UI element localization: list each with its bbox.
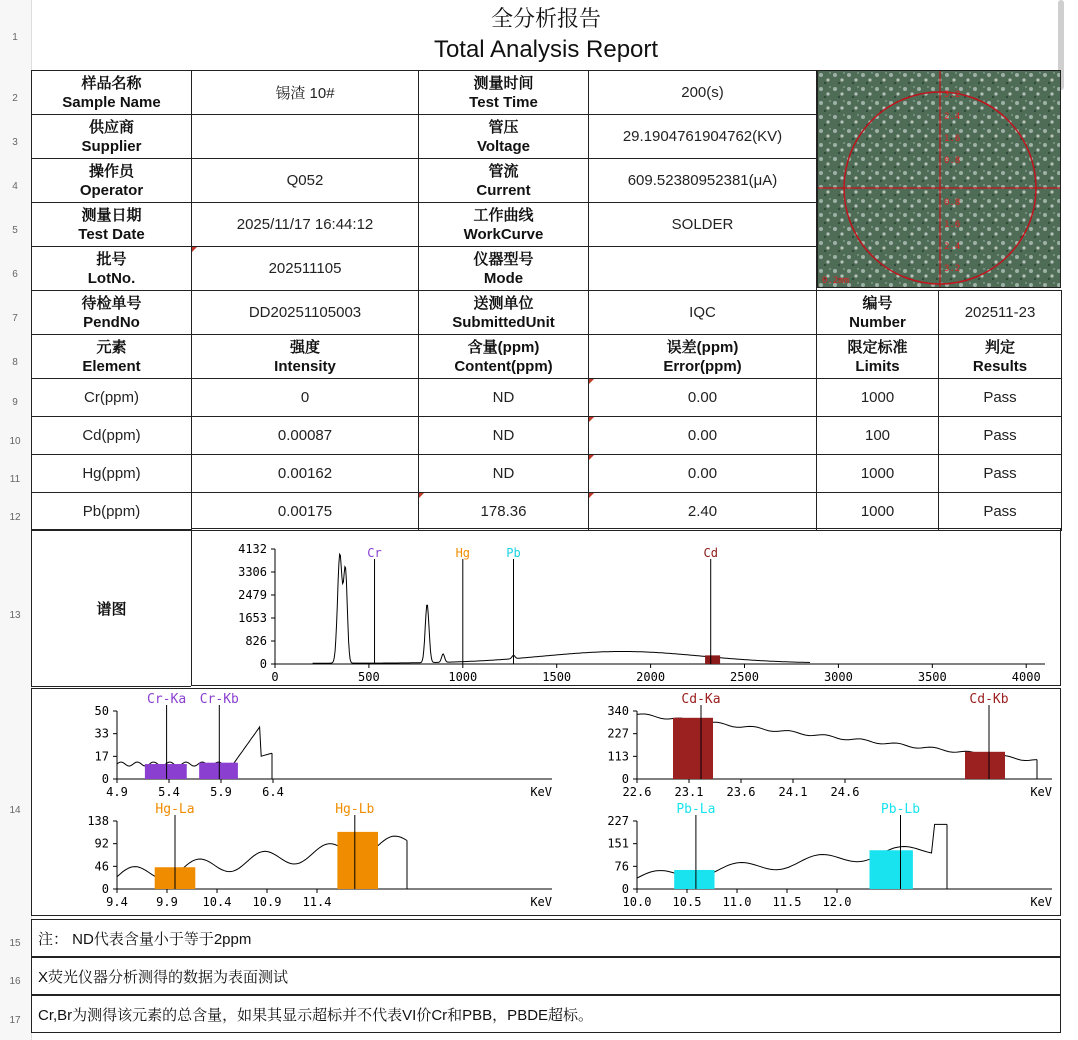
intensity-cell[interactable]: 0.00162 — [192, 455, 419, 493]
mode-header: 仪器型号 Mode — [419, 247, 589, 291]
cd-x-tick-label: 24.1 — [778, 785, 808, 799]
voltage-header: 管压 Voltage — [419, 115, 589, 159]
element-cell[interactable]: Cr(ppm) — [32, 379, 192, 417]
row-number[interactable]: 9 — [12, 397, 18, 408]
hg-x-tick-label: 9.9 — [156, 895, 178, 909]
row-number[interactable]: 11 — [9, 474, 21, 485]
spectrum-label: 谱图 — [31, 529, 191, 687]
content-cell[interactable]: ND — [419, 455, 589, 493]
test-date-header: 测量日期 Test Date — [32, 203, 192, 247]
x-tick-label: 3000 — [823, 670, 853, 684]
cd-peak-region — [673, 718, 713, 779]
number-header: 编号 Number — [817, 291, 939, 335]
pb-peak-label: Pb-Lb — [880, 802, 921, 817]
error-cell[interactable]: 0.00 — [589, 379, 817, 417]
spectrum-line — [313, 554, 810, 663]
row-number[interactable]: 5 — [12, 225, 18, 236]
hg-x-tick-label: 10.9 — [252, 895, 282, 909]
table-row — [32, 455, 1062, 493]
current-header: 管流 Current — [419, 159, 589, 203]
test-date-cell[interactable]: 2025/11/17 16:44:12 — [192, 203, 419, 247]
cr-curve — [117, 727, 272, 766]
hg-y-tick-label: 138 — [87, 814, 109, 828]
hg-peak-label: Hg-Lb — [335, 802, 375, 817]
cd-x-tick-label: 23.1 — [674, 785, 704, 799]
intensity-header: 强度 Intensity — [192, 335, 419, 379]
pb-unit-label: KeV — [1030, 895, 1052, 909]
scale-label: 0.2mm — [822, 276, 850, 286]
note-nd: 注： ND代表含量小于等于2ppm — [31, 919, 1061, 957]
cr-x-tick-label: 5.4 — [158, 785, 180, 799]
cd-peak-label: Cd-Kb — [969, 692, 1009, 707]
content-header: 含量(ppm) Content(ppm) — [419, 335, 589, 379]
row-number[interactable]: 7 — [12, 313, 18, 324]
hg-peak-region — [337, 832, 378, 889]
spectrum-chart — [191, 528, 1061, 686]
limits-cell[interactable]: 100 — [817, 417, 939, 455]
operator-header: 操作员 Operator — [32, 159, 192, 203]
table-row — [32, 417, 1062, 455]
cr-y-tick-label: 17 — [94, 749, 109, 764]
row-number[interactable]: 12 — [9, 512, 21, 523]
pb-x-tick-label: 11.5 — [772, 895, 802, 909]
marker-label-pb: Pb — [506, 546, 521, 560]
pb-y-tick-label: 0 — [621, 882, 629, 896]
scale-mark: 0.8 — [944, 198, 961, 208]
supplier-cell[interactable] — [192, 115, 419, 159]
row-number[interactable]: 14 — [9, 805, 21, 816]
cd-unit-label: KeV — [1030, 785, 1052, 799]
y-tick-label: 1653 — [238, 611, 267, 625]
y-tick-label: 0 — [259, 657, 267, 671]
row-number[interactable]: 13 — [9, 610, 21, 621]
result-cell[interactable]: Pass — [939, 493, 1062, 531]
cr-x-tick-label: 4.9 — [106, 785, 128, 799]
cd-y-tick-label: 0 — [621, 772, 629, 786]
supplier-header: 供应商 Supplier — [32, 115, 192, 159]
row-number[interactable]: 2 — [12, 93, 18, 104]
hg-x-tick-label: 9.4 — [106, 895, 128, 909]
mode-cell[interactable] — [589, 247, 817, 291]
row-number[interactable]: 10 — [9, 436, 21, 447]
x-tick-label: 0 — [271, 670, 279, 684]
submitted-unit-cell[interactable]: IQC — [589, 291, 817, 335]
marker-label-hg: Hg — [455, 546, 471, 560]
operator-cell[interactable]: Q052 — [192, 159, 419, 203]
lot-no-header: 批号 LotNo. — [32, 247, 192, 291]
content-cell[interactable]: ND — [419, 379, 589, 417]
pend-no-header: 待检单号 PendNo — [32, 291, 192, 335]
scale-mark: 2.4 — [944, 112, 961, 122]
cr-x-tick-label: 6.4 — [262, 785, 284, 799]
hg-unit-label: KeV — [530, 895, 552, 909]
pb-y-tick-label: 76 — [614, 859, 629, 874]
cr-y-tick-label: 0 — [101, 772, 109, 786]
voltage-cell[interactable]: 29.1904761904762(KV) — [589, 115, 817, 159]
hg-y-tick-label: 92 — [94, 836, 109, 851]
element-cell[interactable]: Hg(ppm) — [32, 455, 192, 493]
results-header: 判定 Results — [939, 335, 1062, 379]
result-cell[interactable]: Pass — [939, 417, 1062, 455]
limits-header: 限定标准 Limits — [817, 335, 939, 379]
row-number[interactable]: 15 — [9, 938, 21, 949]
x-tick-label: 1000 — [448, 670, 478, 684]
hg-peak-label: Hg-La — [155, 802, 195, 817]
report-title-en: Total Analysis Report — [433, 36, 659, 63]
cr-unit-label: KeV — [530, 785, 552, 799]
element-cell[interactable]: Cd(ppm) — [32, 417, 192, 455]
x-tick-label: 2000 — [636, 670, 666, 684]
scale-mark: 2.4 — [944, 242, 961, 252]
content-cell[interactable]: ND — [419, 417, 589, 455]
error-cell[interactable]: 0.00 — [589, 455, 817, 493]
row-number[interactable]: 4 — [12, 181, 18, 192]
intensity-cell[interactable]: 0 — [192, 379, 419, 417]
lot-no-cell[interactable]: 202511105 — [192, 247, 419, 291]
current-cell[interactable]: 609.52380952381(μA) — [589, 159, 817, 203]
pb-peak-region — [674, 870, 714, 889]
x-tick-label: 500 — [358, 670, 380, 684]
table-row — [32, 379, 1062, 417]
row-number[interactable]: 17 — [9, 1015, 21, 1026]
cr-x-tick-label: 5.9 — [210, 785, 232, 799]
note-cr-br: Cr,Br为测得该元素的总含量，如果其显示超标并不代表VI价Cr和PBB，PBDE超标。 — [31, 995, 1061, 1033]
hg-y-tick-label: 46 — [94, 859, 109, 874]
note-surface-test: X荧光仪器分析测得的数据为表面测试 — [31, 957, 1061, 995]
report-title-cn: 全分析报告 — [490, 6, 601, 31]
row-number[interactable]: 1 — [12, 32, 18, 43]
hg-x-tick-label: 10.4 — [202, 895, 232, 909]
hg-x-tick-label: 11.4 — [302, 895, 332, 909]
x-tick-label: 4000 — [1011, 670, 1041, 684]
x-tick-label: 2500 — [730, 670, 759, 684]
cd-x-tick-label: 23.6 — [726, 785, 756, 799]
y-tick-label: 3306 — [238, 565, 267, 579]
cd-x-tick-label: 22.6 — [622, 785, 652, 799]
peak-charts-svg — [32, 689, 1060, 915]
y-tick-label: 826 — [245, 634, 267, 648]
cd-region — [705, 655, 720, 664]
row-number[interactable]: 6 — [12, 269, 18, 280]
peak-charts-panel — [31, 688, 1061, 916]
y-tick-label: 4132 — [238, 542, 267, 556]
error-header: 误差(ppm) Error(ppm) — [589, 335, 817, 379]
scale-mark: 3.2 — [944, 264, 961, 274]
cd-peak-label: Cd-Ka — [681, 692, 721, 707]
row-number[interactable]: 3 — [12, 137, 18, 148]
pb-y-tick-label: 227 — [607, 814, 629, 828]
cd-peak-region — [965, 752, 1005, 779]
limits-cell[interactable]: 1000 — [817, 493, 939, 531]
cd-y-tick-label: 227 — [607, 726, 629, 741]
results-header-row — [32, 335, 1062, 379]
row-number[interactable]: 8 — [12, 357, 18, 368]
result-cell[interactable]: Pass — [939, 455, 1062, 493]
marker-label-cr: Cr — [367, 546, 382, 560]
error-cell[interactable]: 2.40 — [589, 493, 817, 531]
error-cell[interactable]: 0.00 — [589, 417, 817, 455]
cd-y-tick-label: 113 — [607, 749, 629, 764]
pb-x-tick-label: 10.0 — [622, 895, 652, 909]
pb-x-tick-label: 10.5 — [672, 895, 702, 909]
y-tick-label: 2479 — [238, 588, 267, 602]
number-cell[interactable]: 202511-23 — [939, 291, 1062, 335]
cr-y-tick-label: 33 — [94, 726, 109, 741]
result-cell[interactable]: Pass — [939, 379, 1062, 417]
scale-mark: 1.6 — [944, 134, 961, 144]
x-tick-label: 1500 — [542, 670, 572, 684]
cr-peak-region — [145, 764, 187, 779]
pb-y-tick-label: 151 — [607, 836, 629, 851]
limits-cell[interactable]: 1000 — [817, 379, 939, 417]
cd-x-tick-label: 24.6 — [830, 785, 860, 799]
pb-x-tick-label: 11.0 — [722, 895, 752, 909]
marker-label-cd: Cd — [703, 546, 718, 560]
scale-mark: 3.2 — [944, 90, 961, 100]
intensity-cell[interactable]: 0.00087 — [192, 417, 419, 455]
pb-x-tick-label: 12.0 — [822, 895, 852, 909]
test-time-header: 测量时间 Test Time — [419, 71, 589, 115]
pb-peak-label: Pb-La — [676, 802, 716, 817]
scale-mark: 1.6 — [944, 220, 961, 230]
pb-peak-region — [870, 850, 913, 889]
sample-name-header: 样品名称 Sample Name — [32, 71, 192, 115]
submitted-unit-header: 送测单位 SubmittedUnit — [419, 291, 589, 335]
test-time-cell[interactable]: 200(s) — [589, 71, 817, 115]
spectrum-svg — [192, 529, 1060, 685]
element-cell[interactable]: Pb(ppm) — [32, 493, 192, 531]
sample-name-cell[interactable]: 锡渣 10# — [192, 71, 419, 115]
cd-y-tick-label: 340 — [607, 704, 629, 718]
camera-crosshair-svg — [818, 71, 1061, 288]
cr-peak-label: Cr-Ka — [147, 692, 187, 707]
hg-y-tick-label: 0 — [101, 882, 109, 896]
row-number[interactable]: 16 — [9, 976, 21, 987]
element-header: 元素 Element — [32, 335, 192, 379]
cr-peak-label: Cr-Kb — [199, 692, 239, 707]
work-curve-header: 工作曲线 WorkCurve — [419, 203, 589, 247]
content-cell[interactable]: 178.36 — [419, 493, 589, 531]
work-curve-cell[interactable]: SOLDER — [589, 203, 817, 247]
cr-peak-region — [199, 763, 238, 779]
table-row — [32, 493, 1062, 531]
intensity-cell[interactable]: 0.00175 — [192, 493, 419, 531]
x-tick-label: 3500 — [917, 670, 947, 684]
cr-y-tick-label: 50 — [94, 704, 109, 718]
sample-camera-image — [817, 70, 1061, 288]
scale-mark: 0.8 — [944, 156, 961, 166]
limits-cell[interactable]: 1000 — [817, 455, 939, 493]
pend-no-cell[interactable]: DD20251105003 — [192, 291, 419, 335]
